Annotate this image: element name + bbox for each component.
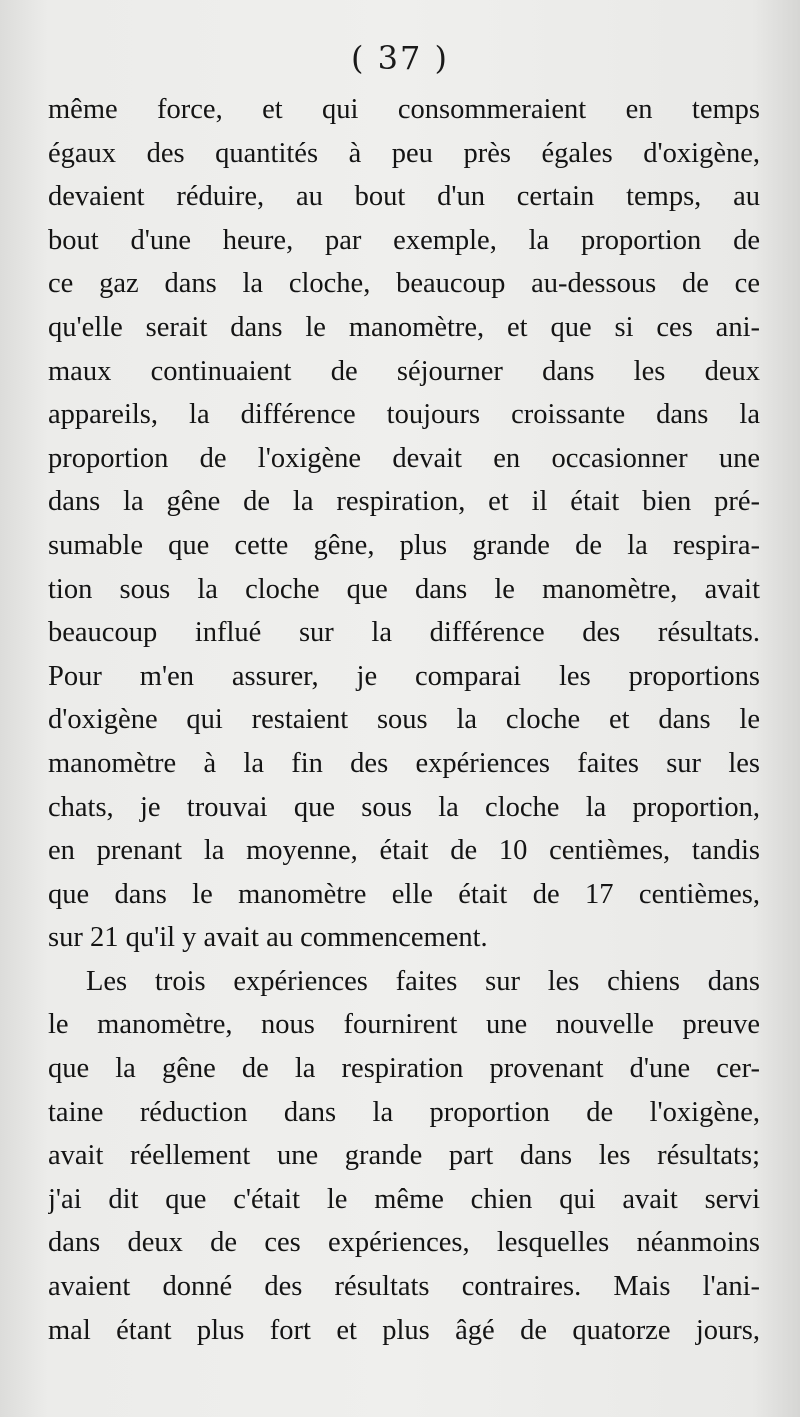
text-line: sumable que cette gêne, plus grande de la respira- (48, 529, 760, 561)
text-line: j'ai dit que c'était le même chien qui avait servi (48, 1183, 760, 1215)
body-text (48, 88, 760, 1352)
text-line: mal étant plus fort et plus âgé de quatorze jours, (48, 1314, 760, 1346)
text-line: Les trois expériences faites sur les chiens dans (86, 965, 760, 997)
text-line: avaient donné des résultats contraires. Mais l'ani- (48, 1271, 760, 1303)
text-line: égaux des quantités à peu près égales d'oxigène, (48, 137, 760, 169)
text-line: sur 21 qu'il y avait au commencement. (48, 922, 488, 954)
text-line: que dans le manomètre elle était de 17 centièmes, (48, 878, 760, 910)
text-line: que la gêne de la respiration provenant d'une cer- (48, 1053, 760, 1085)
text-line: manomètre à la fin des expériences faites sur les (48, 747, 760, 779)
text-line: taine réduction dans la proportion de l'oxigène, (48, 1096, 760, 1128)
text-line: qu'elle serait dans le manomètre, et que si ces ani- (48, 311, 760, 343)
text-line: proportion de l'oxigène devait en occasionner une (48, 442, 760, 474)
text-line: avait réellement une grande part dans les résultats; (48, 1140, 760, 1172)
text-line: dans deux de ces expériences, lesquelles néanmoins (48, 1227, 760, 1259)
text-line: bout d'une heure, par exemple, la proportion de (48, 224, 760, 256)
text-line: dans la gêne de la respiration, et il était bien pré- (48, 486, 760, 518)
paragraph-2 (48, 960, 760, 1352)
text-line: ce gaz dans la cloche, beaucoup au-dessous de ce (48, 268, 760, 300)
text-line: devaient réduire, au bout d'un certain temps, au (48, 181, 760, 213)
text-line: beaucoup influé sur la différence des résultats. (48, 617, 760, 649)
text-line: chats, je trouvai que sous la cloche la proportion, (48, 791, 760, 823)
paragraph-1 (48, 88, 760, 960)
text-line: maux continuaient de séjourner dans les deux (48, 355, 760, 387)
text-line: d'oxigène qui restaient sous la cloche et dans le (48, 704, 760, 736)
text-line: en prenant la moyenne, était de 10 centièmes, tandis (48, 835, 760, 867)
page-number: ( 37 ) (350, 39, 450, 77)
text-line: même force, et qui consommeraient en temps (48, 94, 760, 125)
text-line: Pour m'en assurer, je comparai les proportions (48, 660, 760, 692)
text-line: le manomètre, nous fournirent une nouvelle preuve (48, 1009, 760, 1041)
text-line: tion sous la cloche que dans le manomètre, avait (48, 573, 760, 605)
text-line: appareils, la différence toujours croissante dans la (48, 399, 760, 431)
